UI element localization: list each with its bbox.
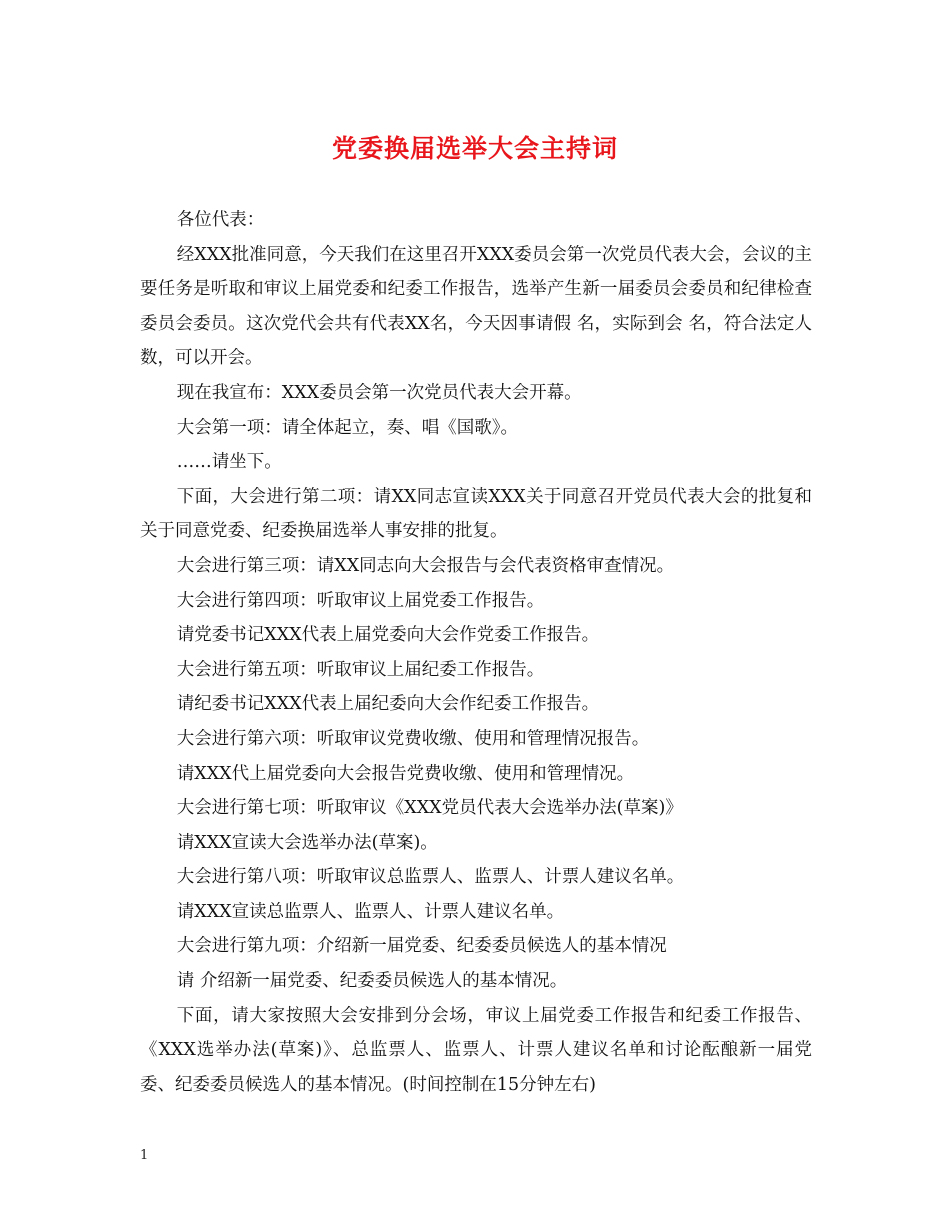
paragraph-item-8-detail: 请XXX宣读总监票人、监票人、计票人建议名单。 bbox=[176, 901, 565, 922]
paragraph-salutation: 各位代表： bbox=[176, 210, 265, 230]
page-number: 1 bbox=[140, 1148, 149, 1163]
document-title: 党委换届选举大会主持词 bbox=[331, 134, 618, 163]
paragraph-item-7-detail: 请XXX宣读大会选举办法(草案)。 bbox=[176, 832, 438, 853]
paragraph-announce-opening: 现在我宣布：XXX委员会第一次党员代表大会开幕。 bbox=[176, 382, 582, 403]
document-body bbox=[140, 203, 812, 1102]
paragraph-breakout-sessions: 下面，请大家按照大会安排到分会场，审议上届党委工作报告和纪委工作报告、《XXX选举办法(草案)》、总监票人、监票人、计票人建议名单和讨论酝酿新一届党委、纪委委员候选人的基本情况。(时间控制在15分钟左右) bbox=[140, 1005, 812, 1095]
paragraph-item-3: 大会进行第三项：请XX同志向大会报告与会代表资格审查情况。 bbox=[176, 555, 675, 576]
paragraph-opening: 经XXX批准同意，今天我们在这里召开XXX委员会第一次党员代表大会，会议的主要任务是听取和审议上届党委和纪委工作报告，选举产生新一届委员会委员和纪律检查委员会委员。这次党代会共有代表XX名，今天因事请假 名，实际到会 名，符合法定人数，可以开会。 bbox=[140, 244, 812, 369]
paragraph-item-7: 大会进行第七项：听取审议《XXX党员代表大会选举办法(草案)》 bbox=[176, 798, 683, 819]
paragraph-item-5-detail: 请纪委书记XXX代表上届纪委向大会作纪委工作报告。 bbox=[176, 694, 600, 715]
paragraph-item-6: 大会进行第六项：听取审议党费收缴、使用和管理情况报告。 bbox=[176, 728, 650, 749]
paragraph-item-9: 大会进行第九项：介绍新一届党委、纪委委员候选人的基本情况 bbox=[176, 936, 667, 957]
paragraph-item-4: 大会进行第四项：听取审议上届党委工作报告。 bbox=[176, 590, 545, 611]
paragraph-item-8: 大会进行第八项：听取审议总监票人、监票人、计票人建议名单。 bbox=[176, 867, 685, 888]
paragraph-sit-down: ……请坐下。 bbox=[176, 452, 282, 473]
paragraph-item-5: 大会进行第五项：听取审议上届纪委工作报告。 bbox=[176, 659, 545, 680]
paragraph-item-4-detail: 请党委书记XXX代表上届党委向大会作党委工作报告。 bbox=[176, 625, 600, 646]
paragraph-item-1: 大会第一项：请全体起立，奏、唱《国歌》。 bbox=[176, 417, 518, 438]
paragraph-item-2: 下面，大会进行第二项：请XX同志宣读XXX关于同意召开党员代表大会的批复和关于同意党委、纪委换届选举人事安排的批复。 bbox=[140, 486, 812, 542]
paragraph-item-9-detail: 请 介绍新一届党委、纪委委员候选人的基本情况。 bbox=[176, 971, 568, 992]
paragraph-item-6-detail: 请XXX代上届党委向大会报告党费收缴、使用和管理情况。 bbox=[176, 763, 635, 784]
